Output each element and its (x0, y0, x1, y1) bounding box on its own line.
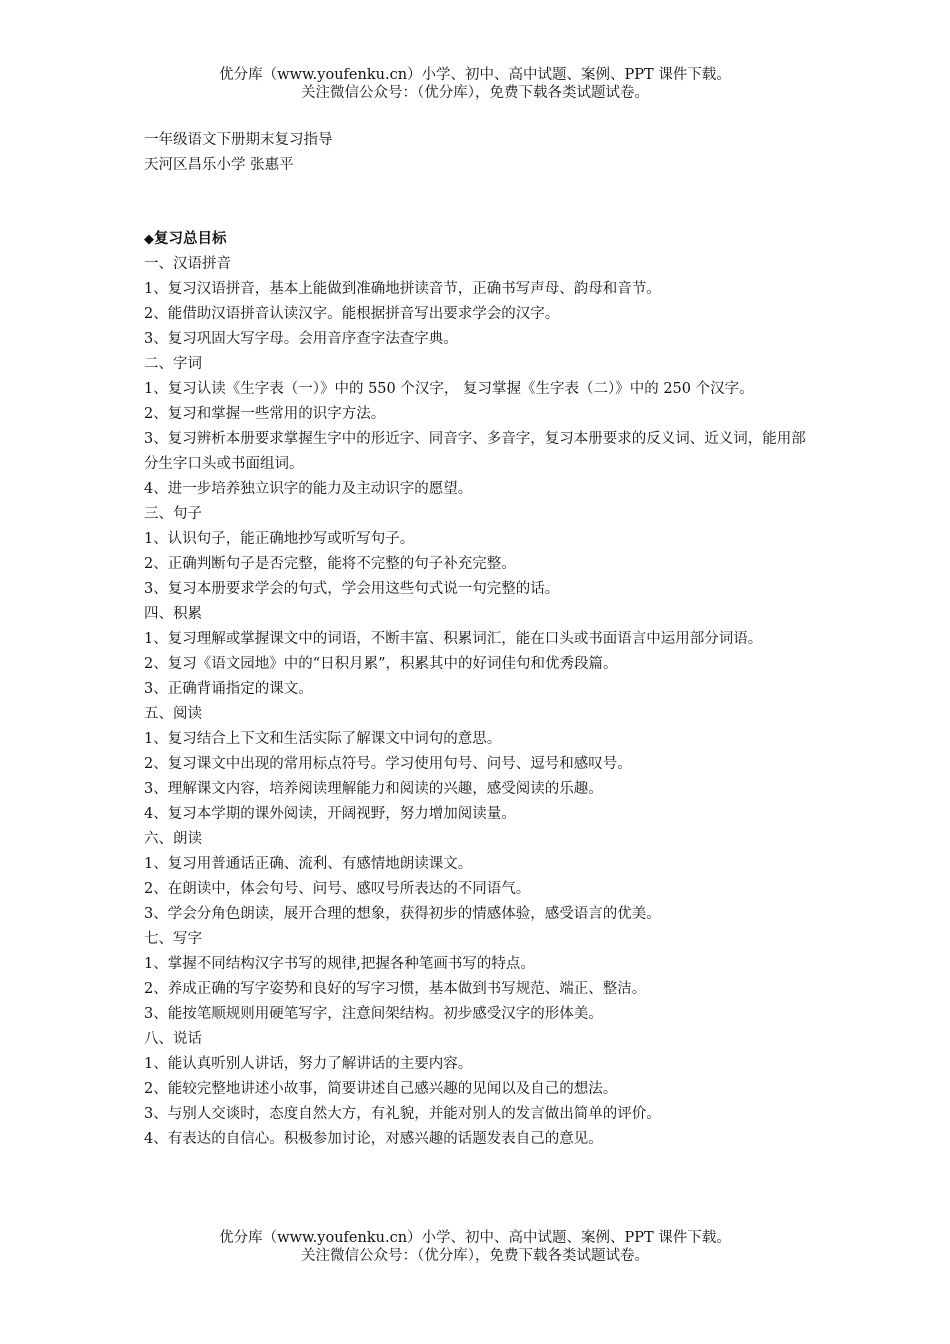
footer-line-1: 优分库（www.youfenku.cn）小学、初中、高中试题、案例、PPT 课件下载。 (219, 1230, 731, 1246)
section-item: 4、复习本学期的课外阅读，开阔视野，努力增加阅读量。 (144, 806, 516, 822)
section-item: 2、复习和掌握一些常用的识字方法。 (144, 406, 386, 422)
section-title: 二、字词 (144, 356, 202, 372)
diamond-bullet-icon: ◆ (144, 232, 154, 247)
section-item: 2、养成正确的写字姿势和良好的写字习惯，基本做到书写规范、端正、整洁。 (144, 981, 647, 997)
section-item: 3、正确背诵指定的课文。 (144, 681, 313, 697)
section-item: 1、复习理解或掌握课文中的词语，不断丰富、积累词汇，能在口头或书面语言中运用部分词语。 (144, 631, 763, 647)
section-item: 1、复习汉语拼音，基本上能做到准确地拼读音节，正确书写声母、韵母和音节。 (144, 281, 661, 297)
section-item: 3、理解课文内容，培养阅读理解能力和阅读的兴趣，感受阅读的乐趣。 (144, 781, 603, 797)
section-title: 六、朗读 (144, 831, 202, 847)
title-block (144, 128, 814, 178)
main-heading-text: 复习总目标 (154, 230, 227, 247)
section-title: 五、阅读 (144, 706, 202, 722)
section-item: 3、与别人交谈时，态度自然大方，有礼貌，并能对别人的发言做出简单的评价。 (144, 1106, 661, 1122)
main-heading (144, 226, 814, 252)
section-item: 4、有表达的自信心。积极参加讨论，对感兴趣的话题发表自己的意见。 (144, 1131, 603, 1147)
section-item: 1、复习用普通话正确、流利、有感情地朗读课文。 (144, 856, 473, 872)
section-title: 四、积累 (144, 606, 202, 622)
section-item: 2、能较完整地讲述小故事，简要讲述自己感兴趣的见闻以及自己的想法。 (144, 1081, 618, 1097)
header-line-2: 关注微信公众号：（优分库），免费下载各类试题试卷。 (301, 85, 649, 101)
section-item: 2、复习课文中出现的常用标点符号。学习使用句号、问号、逗号和感叹号。 (144, 756, 632, 772)
section-item: 2、复习《语文园地》中的“日积月累”，积累其中的好词佳句和优秀段篇。 (144, 656, 618, 672)
section-item: 1、认识句子，能正确地抄写或听写句子。 (144, 531, 415, 547)
section-item: 3、复习辨析本册要求掌握生字中的形近字、同音字、多音字，复习本册要求的反义词、近义词，能用部分生字口头或书面组词。 (144, 431, 806, 472)
document-author: 天河区昌乐小学 张惠平 (144, 157, 294, 173)
document-body (144, 128, 814, 1152)
document-title: 一年级语文下册期末复习指导 (144, 132, 333, 148)
header-line-1: 优分库（www.youfenku.cn）小学、初中、高中试题、案例、PPT 课件下载。 (219, 67, 731, 83)
section-item: 1、能认真听别人讲话，努力了解讲话的主要内容。 (144, 1056, 473, 1072)
section-item: 2、能借助汉语拼音认读汉字。能根据拼音写出要求学会的汉字。 (144, 306, 560, 322)
section-item: 1、复习结合上下文和生活实际了解课文中词句的意思。 (144, 731, 502, 747)
page-footer (0, 1229, 950, 1265)
section-item: 2、在朗读中，体会句号、问号、感叹号所表达的不同语气。 (144, 881, 531, 897)
footer-line-2: 关注微信公众号：（优分库），免费下载各类试题试卷。 (301, 1248, 649, 1264)
section-title: 七、写字 (144, 931, 202, 947)
section-title: 八、说话 (144, 1031, 202, 1047)
sections-container (144, 252, 814, 1152)
section-item: 4、进一步培养独立识字的能力及主动识字的愿望。 (144, 481, 473, 497)
section-item: 3、复习巩固大写字母。会用音序查字法查字典。 (144, 331, 458, 347)
page-header (0, 66, 950, 102)
section-item: 1、复习认读《生字表（一）》中的 550 个汉字， 复习掌握《生字表（二）》中的 250 个汉字。 (144, 381, 754, 397)
section-item: 1、掌握不同结构汉字书写的规律,把握各种笔画书写的特点。 (144, 956, 535, 972)
section-item: 3、能按笔顺规则用硬笔写字，注意间架结构。初步感受汉字的形体美。 (144, 1006, 603, 1022)
section-item: 3、学会分角色朗读，展开合理的想象，获得初步的情感体验，感受语言的优美。 (144, 906, 661, 922)
section-item: 2、正确判断句子是否完整，能将不完整的句子补充完整。 (144, 556, 516, 572)
section-title: 三、句子 (144, 506, 202, 522)
section-title: 一、汉语拼音 (144, 256, 231, 272)
section-item: 3、复习本册要求学会的句式，学会用这些句式说一句完整的话。 (144, 581, 560, 597)
